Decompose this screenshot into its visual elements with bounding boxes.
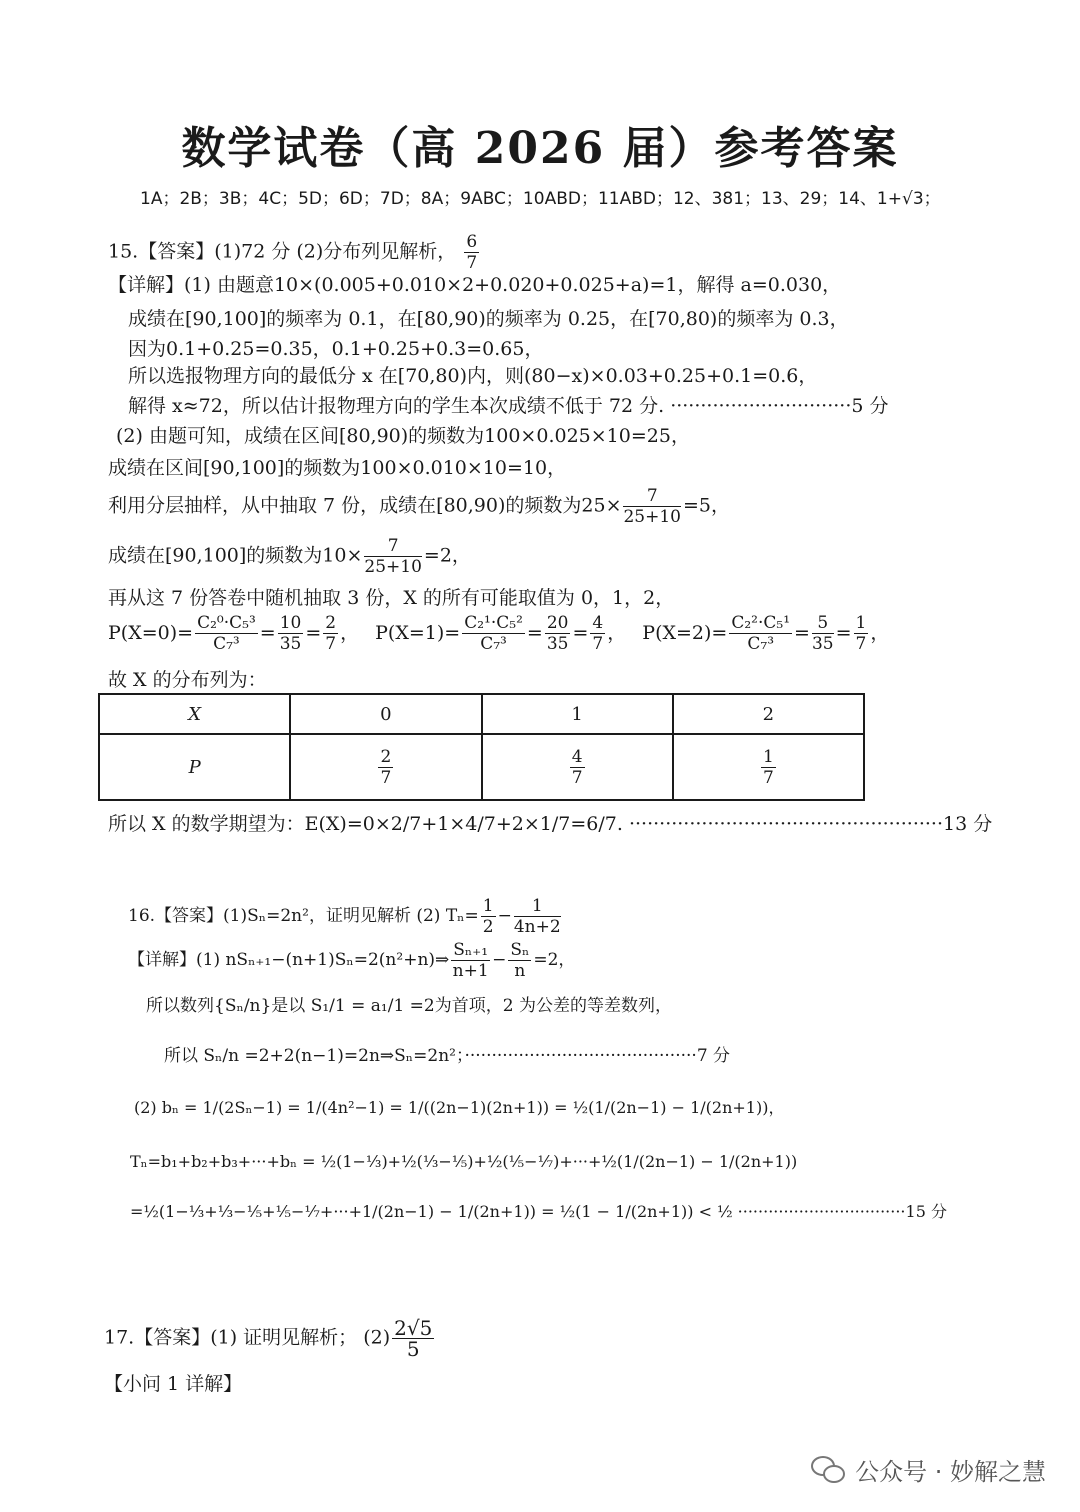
table-cell: 2 bbox=[673, 694, 864, 734]
q15-detail-1: 【详解】(1) 由题意10×(0.005+0.010×2+0.020+0.025+a)=1，解得 a=0.030， bbox=[108, 274, 842, 296]
footer-brand: 公众号 · 妙解之慧 bbox=[855, 1458, 1046, 1486]
prob-1: P(X=1)= $\frac{\text{C₂¹·C₅²}}{\text{C₇³}}$ = $\frac{20}{35}$ = $\frac{4}{7}$ ， bbox=[375, 613, 627, 654]
prob-0: P(X=0)= $\frac{\text{C₂⁰·C₅³}}{\text{C₇³}}$ = $\frac{10}{35}$ = $\frac{2}{7}$ ， bbox=[108, 613, 360, 654]
q15-strat2-line bbox=[108, 536, 471, 577]
table-cell: $\frac{1}{7}$ bbox=[673, 734, 864, 800]
q15-detail-6: (2) 由题可知，成绩在区间[80,90)的频数为100×0.025×10=25， bbox=[116, 425, 690, 447]
wechat-icon bbox=[811, 1456, 845, 1484]
footer-watermark bbox=[811, 1452, 1046, 1487]
strat2-result: =2， bbox=[423, 544, 471, 567]
q16-line-2: 所以数列{Sₙ/n}是以 S₁/1 = a₁/1 =2为首项，2 为公差的等差数列， bbox=[146, 996, 672, 1016]
strat-fraction: $\frac{7}{25+10}$ bbox=[623, 486, 681, 527]
q15-detail-3: 因为0.1+0.25=0.35，0.1+0.25+0.3=0.65， bbox=[128, 338, 544, 360]
q15-probabilities bbox=[108, 613, 889, 654]
table-cell: $\frac{4}{7}$ bbox=[482, 734, 673, 800]
table-cell: 1 bbox=[482, 694, 673, 734]
q15-detail-7: 成绩在区间[90,100]的频数为100×0.010×10=10， bbox=[108, 457, 567, 479]
q15-detail-5: 解得 x≈72，所以估计报物理方向的学生本次成绩不低于 72 分. ······························5 分 bbox=[128, 395, 889, 417]
q15-expectation: 所以 X 的数学期望为：E(X)=0×2/7+1×4/7+2×1/7=6/7. ····················································13 分 bbox=[108, 813, 993, 835]
answer-keys: 1A；2B；3B；4C；5D；6D；7D；8A；9ABC；10ABD；11ABD；12、381；13、29；14、1+√3； bbox=[140, 189, 941, 209]
table-cell: P bbox=[99, 734, 290, 800]
q15-header-fraction: $\frac{6}{7}$ bbox=[466, 232, 478, 273]
q15-detail-2: 成绩在[90,100]的频率为 0.1，在[80,90)的频率为 0.25，在[70,80)的频率为 0.3， bbox=[128, 308, 849, 330]
table-cell: X bbox=[99, 694, 290, 734]
strat-result: =5， bbox=[683, 494, 731, 517]
q16-line-1: 【详解】(1) nSₙ₊₁−(n+1)Sₙ=2(n²+n)⇒ $\frac{\text{Sₙ₊₁}}{n+1}$ − $\frac{\text{Sₙ}}{n}$ =2， bbox=[128, 940, 576, 981]
q16-line-3: 所以 Sₙ/n =2+2(n−1)=2n⇒Sₙ=2n²；···········································7 分 bbox=[164, 1046, 731, 1066]
q16-line-4: (2) bₙ = 1/(2Sₙ−1) = 1/(4n²−1) = 1/((2n−1)(2n+1)) = ½(1/(2n−1) − 1/(2n+1))， bbox=[134, 1098, 785, 1117]
q15-header bbox=[108, 232, 481, 273]
prob-2: P(X=2)= $\frac{\text{C₂²·C₅¹}}{\text{C₇³}}$ = $\frac{5}{35}$ = $\frac{1}{7}$ ， bbox=[642, 613, 890, 654]
q15-strat-line bbox=[108, 486, 730, 527]
strat-text: 利用分层抽样，从中抽取 7 份，成绩在[80,90)的频数为25× bbox=[108, 494, 622, 517]
page-title: 数学试卷（高 2026 届）参考答案 bbox=[181, 123, 899, 174]
q17-subsection: 【小问 1 详解】 bbox=[104, 1373, 243, 1395]
distribution-table bbox=[98, 693, 865, 801]
q16-header: 16.【答案】(1)Sₙ=2n²，证明见解析 (2) Tₙ= $\frac{1}{2}$ − $\frac{1}{4n+2}$ bbox=[128, 896, 561, 937]
q15-draw: 再从这 7 份答卷中随机抽取 3 份，X 的所有可能取值为 0，1，2， bbox=[108, 587, 675, 609]
q15-dist-intro: 故 X 的分布列为： bbox=[108, 669, 267, 691]
table-row bbox=[99, 734, 864, 800]
q17-header: 17.【答案】(1) 证明见解析； (2) $\frac{2√5}{5}$ bbox=[104, 1316, 433, 1361]
q15-header-text: 15.【答案】(1)72 分 (2)分布列见解析， bbox=[108, 240, 457, 263]
table-row bbox=[99, 694, 864, 734]
table-cell: $\frac{2}{7}$ bbox=[290, 734, 481, 800]
strat2-fraction: $\frac{7}{25+10}$ bbox=[364, 536, 422, 577]
q16-line-6: =½(1−⅓+⅓−⅕+⅕−⅐+···+1/(2n−1) − 1/(2n+1)) = ½(1 − 1/(2n+1)) < ½ ·································15 分 bbox=[130, 1202, 947, 1221]
q16-line-5: Tₙ=b₁+b₂+b₃+···+bₙ = ½(1−⅓)+½(⅓−⅕)+½(⅕−⅐)+···+½(1/(2n−1) − 1/(2n+1)) bbox=[130, 1152, 798, 1171]
table-cell: 0 bbox=[290, 694, 481, 734]
strat2-text: 成绩在[90,100]的频数为10× bbox=[108, 544, 363, 567]
q15-detail-4: 所以选报物理方向的最低分 x 在[70,80)内，则(80−x)×0.03+0.25+0.1=0.6， bbox=[128, 365, 818, 387]
